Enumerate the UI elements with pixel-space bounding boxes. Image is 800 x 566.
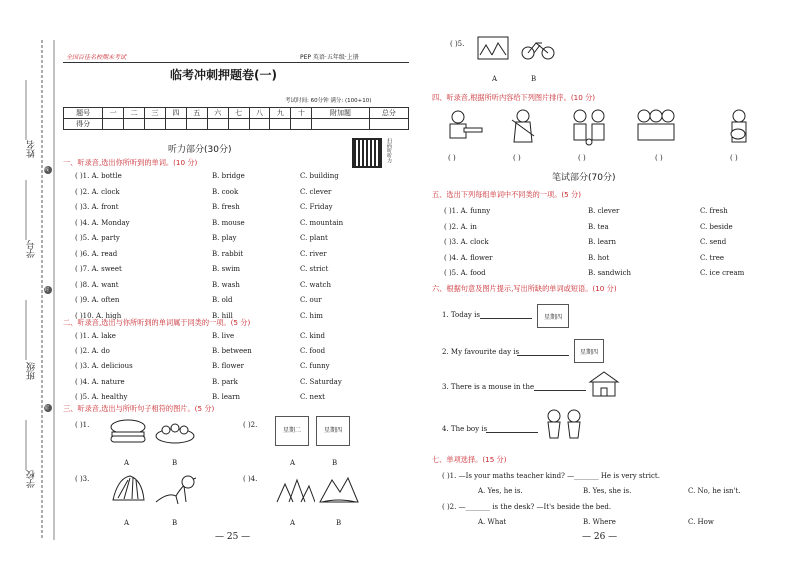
section-7-title: 七、单项选择。(15 分) [432,455,507,464]
score-cell[interactable] [165,119,186,130]
section-3-title: 三、听录音,选出与所听句子相符的图片。(5 分) [63,404,215,413]
s7-q1-a[interactable]: A. Yes, he is. [478,487,523,495]
score-header: 八 [249,108,270,119]
option-b[interactable]: B. tea [588,222,609,231]
option-c[interactable]: C. river [300,249,327,258]
option-b[interactable]: B. hot [588,253,610,262]
option-c[interactable]: C. strict [300,265,329,273]
section-2-title: 二、听录音,选出与你所听到的单词属于同类的一项。(5 分) [63,318,251,327]
forest-icon [275,472,315,506]
score-cell[interactable] [312,119,370,130]
s3-q4-label-a: A [290,519,296,527]
s7-q2-b[interactable]: B. Where [583,518,616,526]
section-4-title: 四、听录音,根据所听内容给下列图片排序。(10 分) [432,93,596,102]
s7-q2-c[interactable]: C. How [688,518,714,526]
option-c[interactable]: C. watch [300,280,331,289]
score-header: 五 [186,108,207,119]
s4-blank[interactable]: ( ) [448,154,456,162]
question-row [0,223,800,233]
question-row [0,269,800,279]
section-5-title: 五、选出下列每组单词中不同类的一项。(5 分) [432,190,582,199]
calendar-icon: 星期四 [316,416,350,446]
s3-q3[interactable]: ( )3. [75,475,90,483]
written-heading: 笔试部分(70分) [552,173,616,183]
question-row [0,188,800,198]
question-number[interactable]: ( )1. A. lake [75,332,116,340]
option-b[interactable]: B. clever [588,207,620,215]
question-number[interactable]: ( )4. A. nature [75,377,125,386]
s3-q5[interactable]: ( )5. [450,40,465,48]
answer-blank[interactable] [486,432,538,433]
score-cell[interactable] [207,119,228,130]
option-c[interactable]: C. send [700,238,727,246]
score-cell[interactable] [291,119,312,130]
option-c[interactable]: C. Saturday [300,377,342,386]
option-b[interactable]: B. swim [212,265,241,273]
option-b[interactable]: B. live [212,332,235,340]
calendar-icon: 星期二 [275,416,309,446]
s3-q5-label-a: A [492,75,498,83]
question-number[interactable]: ( )3. A. clock [444,238,489,246]
s3-q5-label-b: B [531,75,537,83]
score-table [63,107,409,130]
option-b[interactable]: B. sandwich [588,269,632,277]
student-desk-icon [440,108,484,146]
s4-blank[interactable]: ( ) [513,154,521,162]
qr-label: 扫码听听力 [386,138,392,163]
s3-q4[interactable]: ( )4. [243,475,258,483]
option-c[interactable]: C. him [300,311,323,320]
qr-code[interactable] [352,138,382,168]
question-number[interactable]: ( )5. A. party [75,234,120,242]
question-number[interactable]: ( )4. A. flower [444,253,493,262]
option-b[interactable]: B. wash [212,280,240,289]
girl-violin-icon [508,108,538,146]
question-number[interactable]: ( )2. A. in [444,222,477,231]
option-b[interactable]: B. park [212,377,238,386]
question-row [0,254,800,264]
score-cell[interactable] [369,119,408,130]
s7-q2[interactable]: ( )2. —_______ is the desk? —It's beside the bed. [442,503,612,511]
series-name: 全国百佳名校期末考试 [66,54,127,61]
score-label: 得分 [64,119,103,130]
option-b[interactable]: B. mouse [212,218,245,227]
score-cell[interactable] [228,119,249,130]
option-c[interactable]: C. plant [300,234,328,242]
option-c[interactable]: C. our [300,296,322,304]
listening-heading: 听力部分(30分) [168,145,232,155]
score-cell[interactable] [103,119,124,130]
s4-blank[interactable]: ( ) [578,154,586,162]
binder-mark-seal: 封 [44,287,50,293]
binder-name: 姓名 [27,140,37,158]
boy-talking-icon [542,408,586,440]
s7-q2-a[interactable]: A. What [478,518,507,526]
question-number[interactable]: ( )6. A. read [75,249,118,258]
header-rule [63,62,409,63]
option-b[interactable]: B. bridge [212,172,245,180]
option-c[interactable]: C. clever [300,187,332,196]
score-header: 十 [291,108,312,119]
boy-guitar-icon [724,108,754,146]
question-row [0,332,800,342]
question-row [0,393,800,403]
section-6-title: 六、根据句意及图片提示,写出所缺的单词或短语。(10 分) [432,284,617,293]
option-c[interactable]: C. Friday [300,203,333,211]
score-header: 题号 [64,108,103,119]
question-row [0,238,800,248]
question-number[interactable]: ( )8. A. want [75,280,119,289]
score-header: 三 [145,108,166,119]
option-b[interactable]: B. flower [212,362,244,371]
option-b[interactable]: B. fresh [212,203,240,211]
answer-blank[interactable] [480,318,532,319]
calendar-icon: 星期四 [537,304,569,328]
option-b[interactable]: B. rabbit [212,249,244,258]
s7-q1-b[interactable]: B. Yes, she is. [583,487,632,495]
score-header: 总分 [369,108,408,119]
question-row [0,378,800,388]
option-b[interactable]: B. learn [588,238,617,246]
score-header: 四 [165,108,186,119]
option-b[interactable]: B. hill [212,311,233,320]
option-b[interactable]: B. play [212,234,237,242]
option-c[interactable]: C. tree [700,253,725,262]
s6-line-1: 1. Today is [442,311,480,319]
question-number[interactable]: ( )5. A. healthy [75,392,128,401]
page-title: 临考冲刺押题卷(一) [170,68,277,82]
children-ball-icon [568,108,612,146]
book-name: PEP 英语·五年级·上册 [300,54,359,61]
s4-blank[interactable]: ( ) [730,154,738,162]
option-c[interactable]: C. mountain [300,218,344,227]
question-number[interactable]: ( )5. A. food [444,269,486,277]
score-cell[interactable] [270,119,291,130]
question-row [0,362,800,372]
question-number[interactable]: ( )1. A. funny [444,207,491,215]
option-b[interactable]: B. old [212,296,233,304]
score-cell[interactable] [145,119,166,130]
option-c[interactable]: C. kind [300,332,326,340]
score-header: 六 [207,108,228,119]
score-cell[interactable] [124,119,145,130]
exam-time: 考试时间: 60分钟 满分: (100+10) [285,98,372,104]
question-number[interactable]: ( )4. A. Monday [75,218,130,227]
s3-q1-label-a: A [124,459,130,467]
question-number[interactable]: ( )1. A. bottle [75,172,122,180]
option-c[interactable]: C. food [300,347,326,356]
s3-q1-label-b: B [172,459,178,467]
binder-mark-line: 线 [44,167,50,173]
s6-line-3: 3. There is a mouse in the [442,383,535,391]
s3-q3-label-b: B [172,519,178,527]
option-c[interactable]: C. next [300,392,325,401]
s3-q2-label-b: B [332,459,338,467]
s7-q1-c[interactable]: C. No, he isn't. [688,487,741,495]
binder-number: 学号 [27,240,37,258]
question-number[interactable]: ( )9. A. often [75,296,120,304]
answer-blank[interactable] [517,355,569,356]
binder-mark-secret: 密 [44,405,50,411]
s3-q1[interactable]: ( )1. [75,421,90,429]
s6-line-2: 2. My favourite day is [442,348,520,356]
score-cell[interactable] [186,119,207,130]
bicycle-icon [520,35,556,61]
score-header: 附加题 [312,108,370,119]
option-b[interactable]: B. cook [212,187,239,196]
option-c[interactable]: C. beside [700,222,733,231]
s4-blank[interactable]: ( ) [655,154,663,162]
s3-q4-label-b: B [336,519,342,527]
s3-q3-label-a: A [124,519,130,527]
s6-line-4: 4. The boy is [442,425,488,433]
option-c[interactable]: C. fresh [700,207,728,215]
question-number[interactable]: ( )2. A. do [75,347,110,356]
house-icon [588,370,620,398]
section-1-title: 一、听录音,选出你所听到的单词。(10 分) [63,158,198,167]
question-row [0,281,800,291]
score-header: 一 [103,108,124,119]
shell-icon [108,472,148,506]
tree-landscape-icon [154,472,198,506]
calendar-icon: 星期四 [574,339,604,363]
option-c[interactable]: C. funny [300,362,330,371]
question-number[interactable]: ( )10. A. high [75,311,122,320]
question-row [0,296,800,306]
question-number[interactable]: ( )2. A. clock [75,187,120,196]
score-header: 二 [124,108,145,119]
option-c[interactable]: C. ice cream [700,269,745,277]
option-b[interactable]: B. learn [212,392,241,401]
question-number[interactable]: ( )3. A. delicious [75,362,133,371]
answer-blank[interactable] [534,390,586,391]
question-row [0,172,800,182]
question-number[interactable]: ( )3. A. front [75,203,119,211]
s7-q1[interactable]: ( )1. —Is your maths teacher kind? —_______ He is very strict. [442,472,660,480]
salad-icon [154,418,196,446]
score-header: 九 [270,108,291,119]
house-scene-icon [476,35,510,61]
hamburger-icon [108,418,148,446]
option-b[interactable]: B. between [212,347,252,356]
score-header: 七 [228,108,249,119]
binder-class: 班级 [27,362,37,380]
s3-q2[interactable]: ( )2. [243,421,258,429]
page-number-right: — 26 — [582,532,618,542]
page-number-left: — 25 — [215,532,251,542]
option-c[interactable]: C. building [300,172,339,180]
s3-q2-label-a: A [290,459,296,467]
children-group-icon [634,108,678,146]
mountain-icon [318,472,360,506]
binder-school: 学校 [27,470,37,488]
question-row [0,207,800,217]
score-cell[interactable] [249,119,270,130]
question-row [0,347,800,357]
question-number[interactable]: ( )7. A. sweet [75,265,122,273]
